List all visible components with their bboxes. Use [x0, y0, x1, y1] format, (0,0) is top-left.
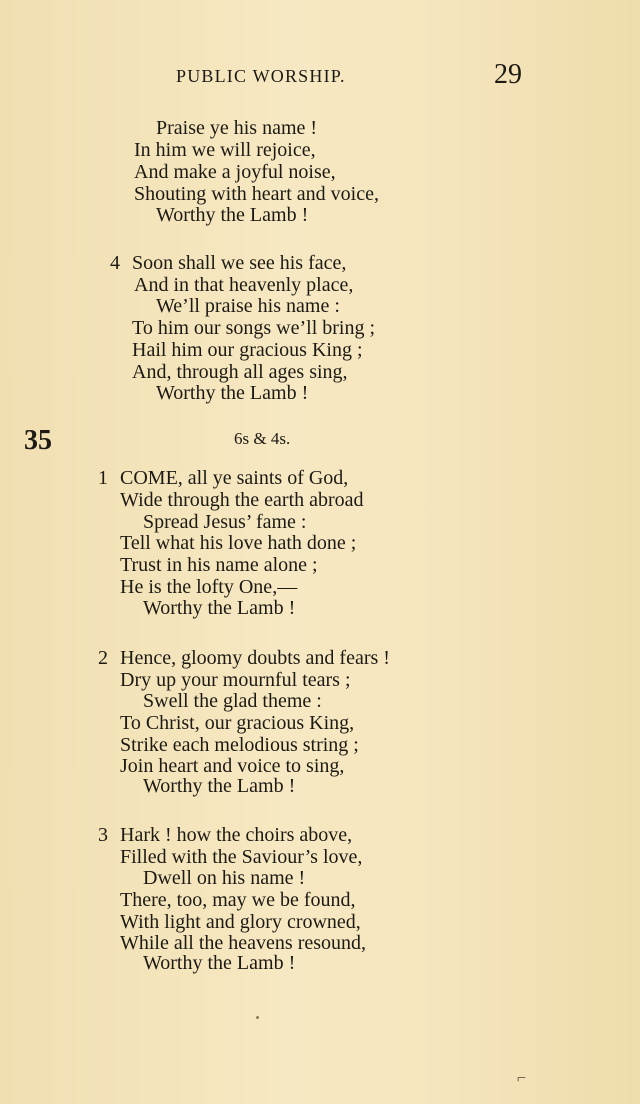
verse-line: In him we will rejoice, [134, 139, 316, 161]
pencil-mark: ⌐ [517, 1070, 527, 1087]
verse-line: Soon shall we see his face, [132, 252, 347, 274]
verse-line: Dwell on his name ! [143, 867, 306, 889]
verse-number: 1 [98, 467, 108, 489]
verse-line: Hark ! how the choirs above, [120, 824, 353, 846]
paper-speck [256, 1016, 259, 1019]
verse-line: To him our songs we’ll bring ; [132, 317, 376, 339]
verse-line: Dry up your mournful tears ; [120, 669, 351, 691]
verse-line: Filled with the Saviour’s love, [120, 846, 363, 868]
verse-refrain: Worthy the Lamb ! [143, 597, 296, 619]
verse-line: Trust in his name alone ; [120, 554, 318, 576]
hymn-meter: 6s & 4s. [234, 429, 291, 448]
verse-line: Hence, gloomy doubts and fears ! [120, 647, 390, 669]
page-number: 29 [494, 59, 522, 90]
verse-line: He is the lofty One,— [120, 576, 298, 598]
verse-line: And make a joyful noise, [134, 161, 336, 183]
verse-line: Join heart and voice to sing, [120, 755, 345, 777]
verse-line: Strike each melodious string ; [120, 734, 359, 756]
verse-line: Spread Jesus’ fame : [143, 511, 307, 533]
running-header-title: PUBLIC WORSHIP. [176, 66, 346, 86]
verse-line: Swell the glad theme : [143, 690, 322, 712]
verse-line: And in that heavenly place, [134, 274, 354, 296]
verse-line: Shouting with heart and voice, [134, 183, 379, 205]
verse-line: We’ll praise his name : [156, 295, 340, 317]
verse-line: To Christ, our gracious King, [120, 712, 355, 734]
verse-refrain: Worthy the Lamb ! [156, 382, 309, 404]
verse-line: There, too, may we be found, [120, 889, 356, 911]
verse-line: Wide through the earth abroad [120, 489, 364, 511]
verse-line: COME, all ye saints of God, [120, 467, 349, 489]
hymn-number: 35 [24, 425, 52, 456]
verse-refrain: Worthy the Lamb ! [143, 775, 296, 797]
verse-refrain: Worthy the Lamb ! [156, 204, 309, 226]
verse-line: With light and glory crowned, [120, 911, 361, 933]
verse-number: 4 [110, 252, 120, 274]
verse-line: Praise ye his name ! [156, 117, 318, 139]
verse-line: And, through all ages sing, [132, 361, 348, 383]
verse-refrain: Worthy the Lamb ! [143, 952, 296, 974]
verse-line: Hail him our gracious King ; [132, 339, 363, 361]
verse-number: 3 [98, 824, 108, 846]
verse-line: Tell what his love hath done ; [120, 532, 357, 554]
verse-number: 2 [98, 647, 108, 669]
verse-line: While all the heavens resound, [120, 932, 367, 954]
